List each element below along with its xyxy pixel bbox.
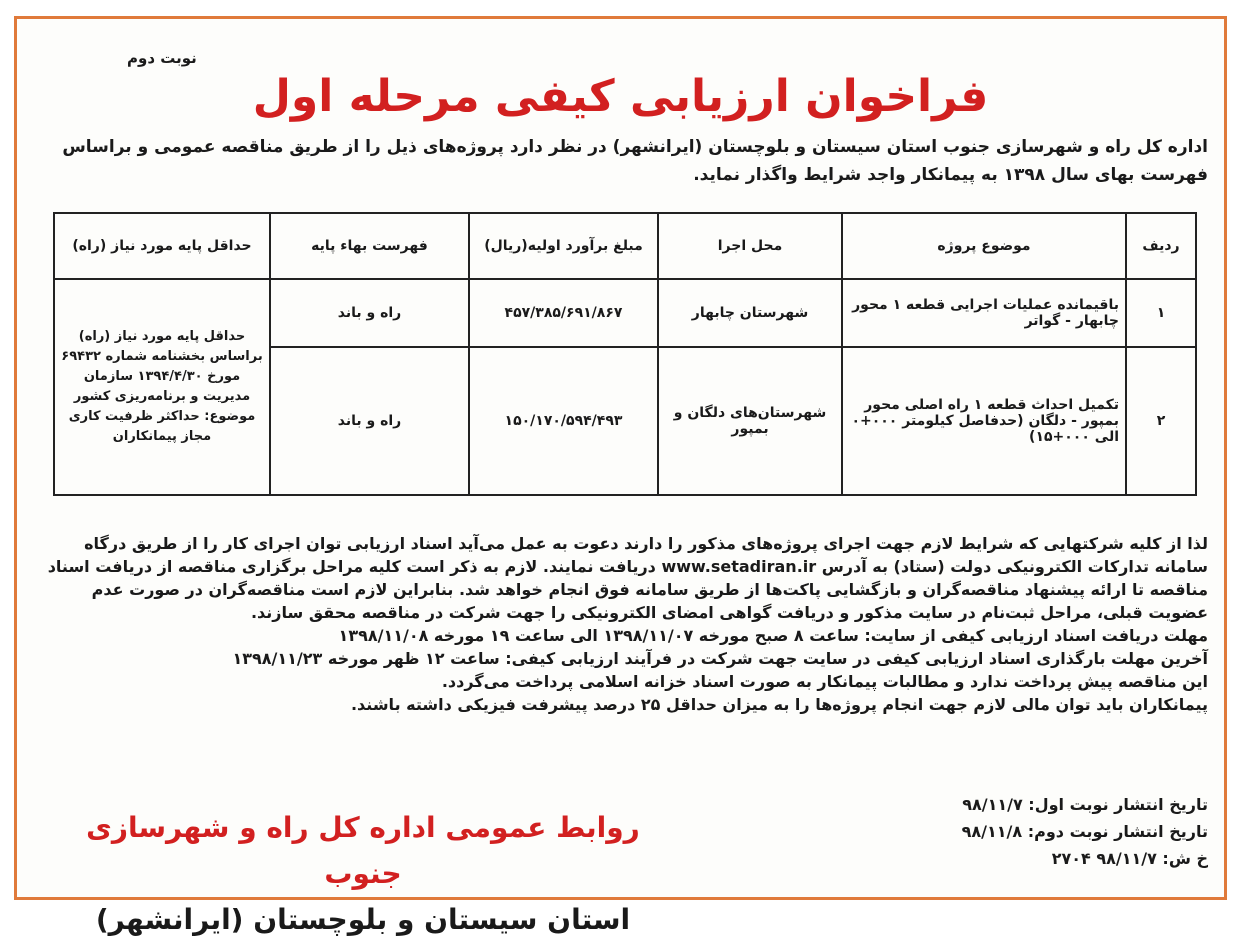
no-prepayment-note: این مناقصه پیش پرداخت ندارد و مطالبات پیمانکار به صورت اسناد خزانه اسلامی پرداخت می‌گردد. xyxy=(441,672,1208,691)
publication-dates xyxy=(878,791,1208,872)
financial-note: پیمانکاران باید توان مالی لازم جهت انجام پروژه‌ها را به میزان حداقل ۲۵ درصد پیشرفت فیزیکی داشته باشند. xyxy=(350,695,1208,714)
second-publication-date: تاریخ انتشار نوبت دوم: ۹۸/۱۱/۸ xyxy=(961,822,1208,841)
col-subject: موضوع پروژه xyxy=(842,213,1126,279)
cell-price-list: راه و باند xyxy=(270,279,469,347)
issue-label: نوبت دوم xyxy=(127,49,197,67)
col-min-base: حداقل پایه مورد نیاز (راه) xyxy=(54,213,270,279)
ad-frame xyxy=(14,16,1227,936)
signature-line-2: استان سیستان و بلوچستان (ایرانشهر) xyxy=(95,903,631,936)
table-header-row xyxy=(54,213,1196,279)
deadline-receive: مهلت دریافت اسناد ارزیابی کیفی از سایت: ساعت ۸ صبح مورخه ۱۳۹۸/۱۱/۰۷ الی ساعت ۱۹ مورخه ۱۳۹۸/۱۱/۰۸ xyxy=(338,626,1208,645)
cell-estimate: ۴۵۷/۳۸۵/۶۹۱/۸۶۷ xyxy=(469,279,658,347)
cell-subject: تکمیل احداث قطعه ۱ راه اصلی محور بمپور - دلگان (حدفاصل کیلومتر ۰۰۰+۰ الی ۰۰۰+۱۵) xyxy=(842,347,1126,495)
col-estimate: مبلغ برآورد اولیه(ریال) xyxy=(469,213,658,279)
col-price-list: فهرست بهاء پایه xyxy=(270,213,469,279)
terms-text xyxy=(33,532,1208,716)
publication-code: خ ش: ۹۸/۱۱/۷ ۲۷۰۴ xyxy=(1051,849,1208,868)
cell-min-base: حداقل پایه مورد نیاز (راه) براساس بخشنامه شماره ۶۹۴۳۲ مورخ ۱۳۹۴/۴/۳۰ سازمان مدیریت و برنامه‌ریزی کشور موضوع: حداکثر ظرفیت کاری مجاز پیمانکاران xyxy=(54,279,270,495)
cell-location: شهرستان چابهار xyxy=(658,279,842,347)
cell-row: ۲ xyxy=(1126,347,1196,495)
first-publication-date: تاریخ انتشار نوبت اول: ۹۸/۱۱/۷ xyxy=(962,795,1208,814)
projects-table xyxy=(53,212,1197,496)
cell-estimate: ۱۵۰/۱۷۰/۵۹۴/۴۹۳ xyxy=(469,347,658,495)
invitation-paragraph: لذا از کلیه شرکتهایی که شرایط لازم جهت اجرای پروژه‌های مذکور را دارند دعوت به عمل می‌آید اسناد ارزیابی توان اجرای کار را از طریق درگاه سامانه تدارکات الکترونیکی دولت (ستاد) به آدرس www.setadiran.ir دریافت نمایند. لازم به ذکر است کلیه مراحل برگزاری مناقصه از دریافت اسناد مناقصه تا ارائه پیشنهاد مناقصه‌گران و بازگشایی پاکت‌ها از طریق سامانه فوق انجام خواهد شد. بنابراین لازم است مناقصه‌گران در صورت عدم عضویت قبلی، مراحل ثبت‌نام در سایت مذکور و دریافت گواهی امضای الکترونیکی را جهت شرکت در مناقصه محقق سازند. xyxy=(47,534,1208,622)
signature-line-1: روابط عمومی اداره کل راه و شهرسازی جنوب xyxy=(86,811,640,890)
cell-location: شهرستان‌های دلگان و بمپور xyxy=(658,347,842,495)
signature-block xyxy=(43,805,683,943)
col-row: ردیف xyxy=(1126,213,1196,279)
table-row xyxy=(54,279,1196,347)
cell-price-list: راه و باند xyxy=(270,347,469,495)
deadline-upload: آخرین مهلت بارگذاری اسناد ارزیابی کیفی در سایت جهت شرکت در فرآیند ارزیابی کیفی: ساعت ۱۲ ظهر مورخه ۱۳۹۸/۱۱/۲۳ xyxy=(232,649,1208,668)
page-title: فراخوان ارزیابی کیفی مرحله اول xyxy=(252,71,989,122)
ad-content xyxy=(27,27,1214,936)
col-location: محل اجرا xyxy=(658,213,842,279)
cell-row: ۱ xyxy=(1126,279,1196,347)
cell-subject: باقیمانده عملیات اجرایی قطعه ۱ محور چابهار - گواتر xyxy=(842,279,1126,347)
intro-paragraph: اداره کل راه و شهرسازی جنوب استان سیستان و بلوچستان (ایرانشهر) در نظر دارد پروژه‌های ذیل را از طریق مناقصه عمومی و براساس فهرست بهای سال ۱۳۹۸ به پیمانکار واجد شرایط واگذار نماید. xyxy=(62,137,1208,185)
